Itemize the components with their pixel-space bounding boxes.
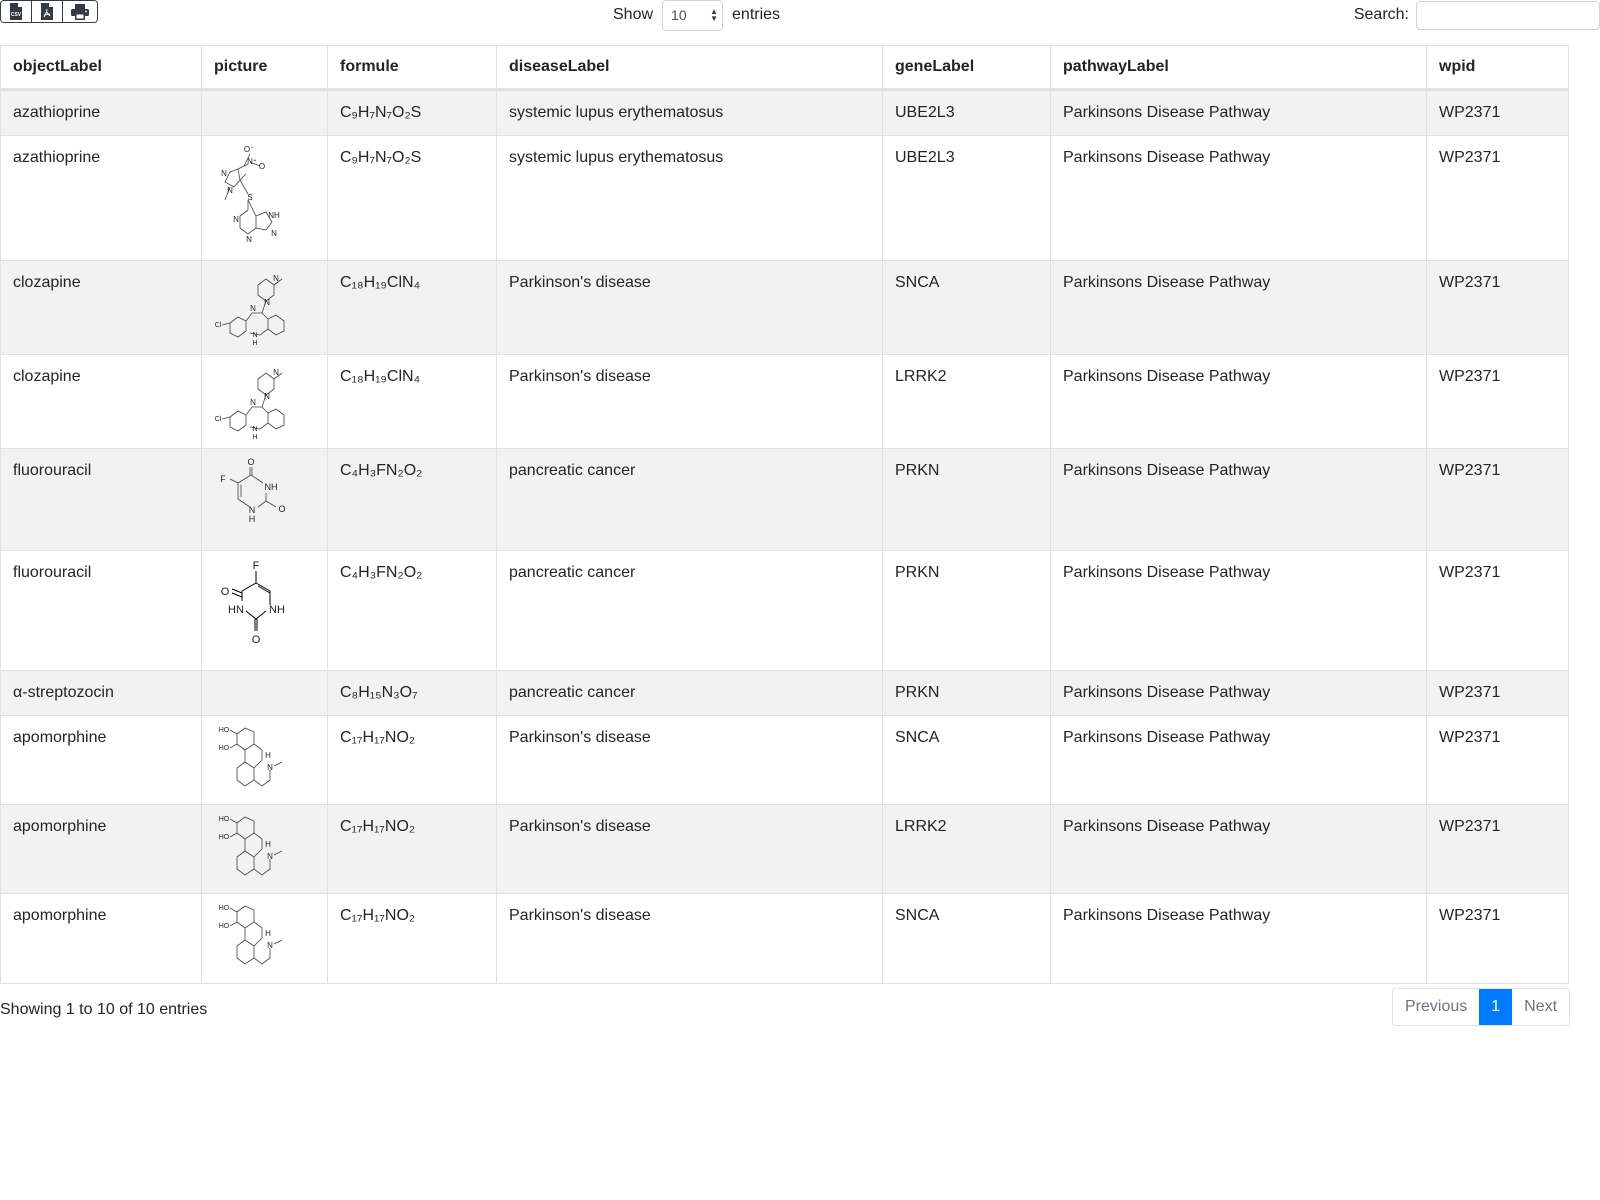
fluorouracil-structure-image: [210, 455, 300, 537]
svg-text:N: N: [264, 298, 270, 307]
svg-text:N: N: [267, 852, 273, 861]
table-row: [1, 716, 1569, 805]
azathioprine-structure-image: [210, 142, 300, 250]
svg-text:NH: NH: [264, 482, 278, 492]
svg-text:F: F: [220, 474, 226, 484]
next-page-button[interactable]: Next: [1512, 989, 1569, 1025]
pdf-export-button[interactable]: [32, 1, 63, 22]
table-row: [1, 355, 1569, 449]
svg-text:HO: HO: [218, 905, 230, 912]
table-row: [1, 449, 1569, 551]
cell-diseaselabel: pancreatic cancer: [497, 671, 883, 716]
svg-text:N: N: [248, 505, 256, 515]
svg-text:N: N: [221, 169, 227, 178]
cell-genelabel: LRRK2: [883, 805, 1051, 894]
entries-per-page-select[interactable]: [662, 0, 723, 31]
page-1-button[interactable]: 1: [1479, 989, 1512, 1025]
cell-formule: C₄H₃FN₂O₂: [328, 551, 497, 671]
cell-genelabel: SNCA: [883, 261, 1051, 355]
svg-text:CSV: CSV: [10, 12, 22, 18]
cell-formule: C₈H₁₅N₃O₇: [328, 671, 497, 716]
svg-text:O: O: [251, 634, 261, 646]
svg-text:O: O: [258, 162, 266, 171]
cell-objectlabel: fluorouracil: [1, 551, 202, 671]
svg-text:S: S: [247, 193, 253, 202]
svg-text:H: H: [252, 434, 258, 439]
cell-diseaselabel: Parkinson's disease: [497, 261, 883, 355]
cell-picture: [202, 716, 328, 805]
cell-pathwaylabel: Parkinsons Disease Pathway: [1051, 90, 1427, 136]
csv-file-icon: [9, 3, 23, 20]
svg-text:O: O: [247, 457, 255, 467]
svg-text:N: N: [250, 398, 256, 407]
cell-pathwaylabel: Parkinsons Disease Pathway: [1051, 551, 1427, 671]
cell-genelabel: PRKN: [883, 449, 1051, 551]
table-row: [1, 136, 1569, 261]
cell-wpid: WP2371: [1427, 551, 1569, 671]
cell-formule: C₉H₇N₇O₂S: [328, 90, 497, 136]
column-header-pathwaylabel[interactable]: pathwayLabel: [1051, 46, 1427, 90]
cell-formule: C₁₇H₁₇NO₂: [328, 894, 497, 984]
column-header-genelabel[interactable]: geneLabel: [883, 46, 1051, 90]
svg-text:HO: HO: [218, 816, 230, 823]
cell-pathwaylabel: Parkinsons Disease Pathway: [1051, 355, 1427, 449]
svg-text:N: N: [227, 186, 233, 195]
cell-diseaselabel: pancreatic cancer: [497, 551, 883, 671]
svg-text:N: N: [273, 368, 279, 377]
export-toolbar: [0, 0, 98, 23]
svg-text:N: N: [246, 235, 252, 244]
search-label: Search:: [1353, 6, 1409, 23]
cell-objectlabel: apomorphine: [1, 894, 202, 984]
cell-pathwaylabel: Parkinsons Disease Pathway: [1051, 671, 1427, 716]
svg-text:H: H: [265, 929, 271, 938]
cell-picture: [202, 805, 328, 894]
cell-picture: [202, 449, 328, 551]
show-label: Show: [613, 6, 654, 23]
cell-wpid: WP2371: [1427, 671, 1569, 716]
print-button[interactable]: [63, 1, 97, 22]
clozapine-structure-image: [210, 361, 300, 439]
table-row: [1, 90, 1569, 136]
svg-text:N: N: [252, 332, 258, 339]
pagination: [1392, 988, 1570, 1026]
cell-pathwaylabel: Parkinsons Disease Pathway: [1051, 716, 1427, 805]
cell-diseaselabel: pancreatic cancer: [497, 449, 883, 551]
cell-picture: [202, 551, 328, 671]
table-row: [1, 671, 1569, 716]
column-header-wpid[interactable]: wpid: [1427, 46, 1569, 90]
svg-text:H: H: [248, 514, 256, 524]
cell-formule: C₄H₃FN₂O₂: [328, 449, 497, 551]
cell-pathwaylabel: Parkinsons Disease Pathway: [1051, 136, 1427, 261]
svg-text:HN: HN: [228, 604, 244, 616]
cell-formule: C₉H₇N₇O₂S: [328, 136, 497, 261]
cell-formule: C₁₈H₁₉ClN₄: [328, 261, 497, 355]
svg-text:F: F: [252, 560, 260, 572]
table-row: [1, 894, 1569, 984]
fluorouracil-structure-image: [210, 557, 300, 657]
cell-pathwaylabel: Parkinsons Disease Pathway: [1051, 449, 1427, 551]
cell-diseaselabel: Parkinson's disease: [497, 716, 883, 805]
cell-picture: [202, 355, 328, 449]
cell-wpid: WP2371: [1427, 90, 1569, 136]
svg-text:O: O: [220, 586, 230, 598]
svg-text:N: N: [233, 215, 239, 224]
svg-text:HO: HO: [218, 727, 230, 734]
cell-objectlabel: azathioprine: [1, 90, 202, 136]
cell-objectlabel: fluorouracil: [1, 449, 202, 551]
svg-text:+: +: [253, 158, 257, 164]
cell-diseaselabel: Parkinson's disease: [497, 805, 883, 894]
cell-genelabel: UBE2L3: [883, 136, 1051, 261]
cell-picture: [202, 261, 328, 355]
cell-genelabel: SNCA: [883, 716, 1051, 805]
svg-text:HO: HO: [218, 834, 230, 841]
table-header-row: [1, 46, 1569, 90]
search-input[interactable]: [1416, 1, 1600, 30]
svg-text:H: H: [252, 340, 258, 345]
svg-text:Cl: Cl: [214, 322, 222, 329]
cell-pathwaylabel: Parkinsons Disease Pathway: [1051, 261, 1427, 355]
entries-label: entries: [732, 6, 781, 23]
svg-text:N: N: [252, 426, 258, 433]
cell-wpid: WP2371: [1427, 716, 1569, 805]
cell-diseaselabel: systemic lupus erythematosus: [497, 90, 883, 136]
svg-text:HO: HO: [218, 745, 230, 752]
cell-diseaselabel: Parkinson's disease: [497, 355, 883, 449]
cell-wpid: WP2371: [1427, 449, 1569, 551]
cell-formule: C₁₇H₁₇NO₂: [328, 716, 497, 805]
cell-wpid: WP2371: [1427, 805, 1569, 894]
cell-genelabel: PRKN: [883, 551, 1051, 671]
cell-objectlabel: clozapine: [1, 355, 202, 449]
cell-picture: [202, 671, 328, 716]
table-row: [1, 551, 1569, 671]
clozapine-structure-image: [210, 267, 300, 345]
cell-pathwaylabel: Parkinsons Disease Pathway: [1051, 894, 1427, 984]
print-icon: [71, 4, 89, 20]
svg-text:O: O: [278, 504, 286, 514]
cell-diseaselabel: Parkinson's disease: [497, 894, 883, 984]
cell-genelabel: UBE2L3: [883, 90, 1051, 136]
svg-text:H: H: [265, 840, 271, 849]
search-control: [1354, 0, 1600, 30]
csv-export-button[interactable]: [1, 1, 32, 22]
column-header-formule[interactable]: formule: [328, 46, 497, 90]
svg-text:NH: NH: [268, 211, 280, 220]
svg-text:N: N: [267, 763, 273, 772]
cell-picture: [202, 90, 328, 136]
cell-objectlabel: apomorphine: [1, 716, 202, 805]
cell-diseaselabel: systemic lupus erythematosus: [497, 136, 883, 261]
cell-objectlabel: clozapine: [1, 261, 202, 355]
cell-formule: C₁₇H₁₇NO₂: [328, 805, 497, 894]
svg-text:H: H: [265, 751, 271, 760]
svg-text:Cl: Cl: [214, 416, 222, 423]
cell-wpid: WP2371: [1427, 261, 1569, 355]
cell-genelabel: SNCA: [883, 894, 1051, 984]
svg-text:−: −: [250, 145, 254, 151]
svg-text:N: N: [267, 941, 273, 950]
svg-text:N: N: [271, 229, 277, 238]
cell-pathwaylabel: Parkinsons Disease Pathway: [1051, 805, 1427, 894]
cell-wpid: WP2371: [1427, 355, 1569, 449]
apomorphine-structure-image: [210, 722, 300, 798]
svg-text:HO: HO: [218, 923, 230, 930]
cell-objectlabel: azathioprine: [1, 136, 202, 261]
svg-text:N: N: [250, 304, 256, 313]
previous-page-button[interactable]: Previous: [1393, 989, 1479, 1025]
cell-picture: [202, 894, 328, 984]
column-header-diseaselabel[interactable]: diseaseLabel: [497, 46, 883, 90]
cell-objectlabel: apomorphine: [1, 805, 202, 894]
svg-text:N: N: [273, 274, 279, 283]
svg-text:NH: NH: [269, 604, 285, 616]
svg-text:N: N: [247, 157, 253, 166]
table-info: Showing 1 to 10 of 10 entries: [0, 1001, 208, 1018]
cell-genelabel: PRKN: [883, 671, 1051, 716]
cell-formule: C₁₈H₁₉ClN₄: [328, 355, 497, 449]
column-header-picture[interactable]: picture: [202, 46, 328, 90]
table-row: [1, 805, 1569, 894]
entries-length-control: [613, 0, 780, 30]
select-arrows-icon: ▲ ▼: [710, 6, 719, 23]
svg-text:O: O: [243, 145, 251, 154]
apomorphine-structure-image: [210, 900, 300, 976]
cell-picture: [202, 136, 328, 261]
cell-genelabel: LRRK2: [883, 355, 1051, 449]
column-header-objectlabel[interactable]: objectLabel: [1, 46, 202, 90]
cell-objectlabel: α-streptozocin: [1, 671, 202, 716]
pdf-file-icon: [40, 3, 54, 20]
cell-wpid: WP2371: [1427, 894, 1569, 984]
cell-wpid: WP2371: [1427, 136, 1569, 261]
apomorphine-structure-image: [210, 811, 300, 887]
svg-text:N: N: [264, 392, 270, 401]
table-row: [1, 261, 1569, 355]
results-table: [0, 45, 1569, 984]
